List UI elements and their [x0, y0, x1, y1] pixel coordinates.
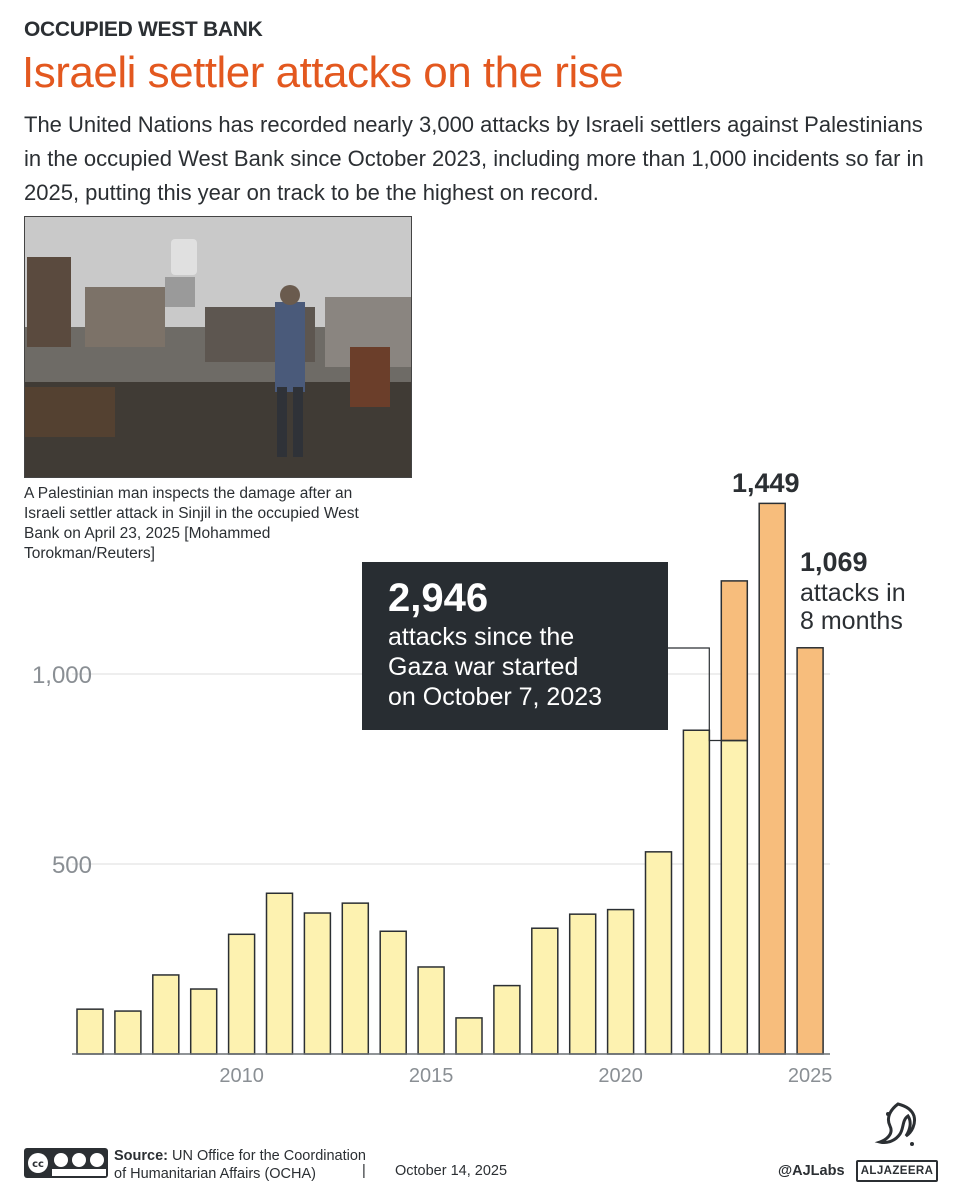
war-total-callout: [362, 562, 668, 730]
data-label-2025-line-2: 8 months: [800, 607, 903, 635]
bar-2018: [532, 928, 558, 1054]
bar-2015: [418, 967, 444, 1054]
x-tick-label: 2025: [787, 1065, 833, 1087]
cc-by-nc-sa-icon: [24, 1148, 108, 1178]
source-line-2: of Humanitarian Affairs (OCHA): [114, 1166, 316, 1182]
brand-wordmark: ALJAZEERA: [856, 1160, 938, 1182]
data-label-2024: 1,449: [732, 468, 800, 498]
data-label-2025-value: 1,069: [800, 547, 868, 577]
publish-date: October 14, 2025: [395, 1163, 508, 1179]
bar-2022: [683, 730, 709, 1054]
data-label-2025: [800, 545, 950, 635]
bar-2020: [608, 910, 634, 1054]
callout-number: 2,946: [388, 576, 489, 620]
callout-text-line-2: Gaza war started: [388, 653, 579, 681]
bar-2010: [229, 934, 255, 1054]
bar-2008: [153, 975, 179, 1054]
footer-separator: |: [362, 1163, 366, 1179]
bar-2014: [380, 931, 406, 1054]
svg-text:cc: cc: [32, 1159, 44, 1170]
bar-2016: [456, 1018, 482, 1054]
bar-2011: [267, 893, 293, 1054]
social-handle: @AJLabs: [778, 1163, 845, 1179]
aljazeera-logo-icon: [868, 1100, 928, 1156]
bar-2013: [342, 903, 368, 1054]
bar-2012: [304, 913, 330, 1054]
source-label: Source:: [114, 1148, 168, 1164]
kicker: OCCUPIED WEST BANK: [24, 18, 263, 41]
intro-text: The United Nations has recorded nearly 3,000 attacks by Israeli settlers against Palestinians in the occupied West Bank since October 2023, including more than 1,000 incidents so far in 2025, putting this year on track to be the highest on record.: [24, 112, 924, 205]
bar-2025: [797, 648, 823, 1054]
bar-2021: [646, 852, 672, 1054]
y-tick-label: 500: [51, 852, 92, 879]
bar-2023-post-war: [721, 581, 747, 741]
bar-2017: [494, 986, 520, 1054]
x-tick-label: 2020: [598, 1065, 643, 1087]
page-title: Israeli settler attacks on the rise: [22, 48, 624, 97]
data-label-2025-line-1: attacks in: [800, 579, 906, 607]
bar-2024: [759, 503, 785, 1054]
x-tick-label: 2010: [219, 1065, 264, 1087]
x-tick-label: 2015: [408, 1065, 454, 1087]
photo-caption: A Palestinian man inspects the damage after an Israeli settler attack in Sinjil in the occupied West Bank on April 23, 2025 [Mohammed Torokman/Reuters]: [24, 485, 359, 562]
bar-2007: [115, 1011, 141, 1054]
y-tick-label: 1,000: [31, 662, 92, 689]
source-note: [114, 1147, 366, 1183]
bar-2006: [77, 1009, 103, 1054]
bar-2023-pre-war: [721, 741, 747, 1055]
callout-text-line-3: on October 7, 2023: [388, 683, 603, 711]
bar-2019: [570, 914, 596, 1054]
callout-text-line-1: attacks since the: [388, 623, 575, 651]
source-line-1: UN Office for the Coordination: [172, 1148, 366, 1164]
bar-2009: [191, 989, 217, 1054]
